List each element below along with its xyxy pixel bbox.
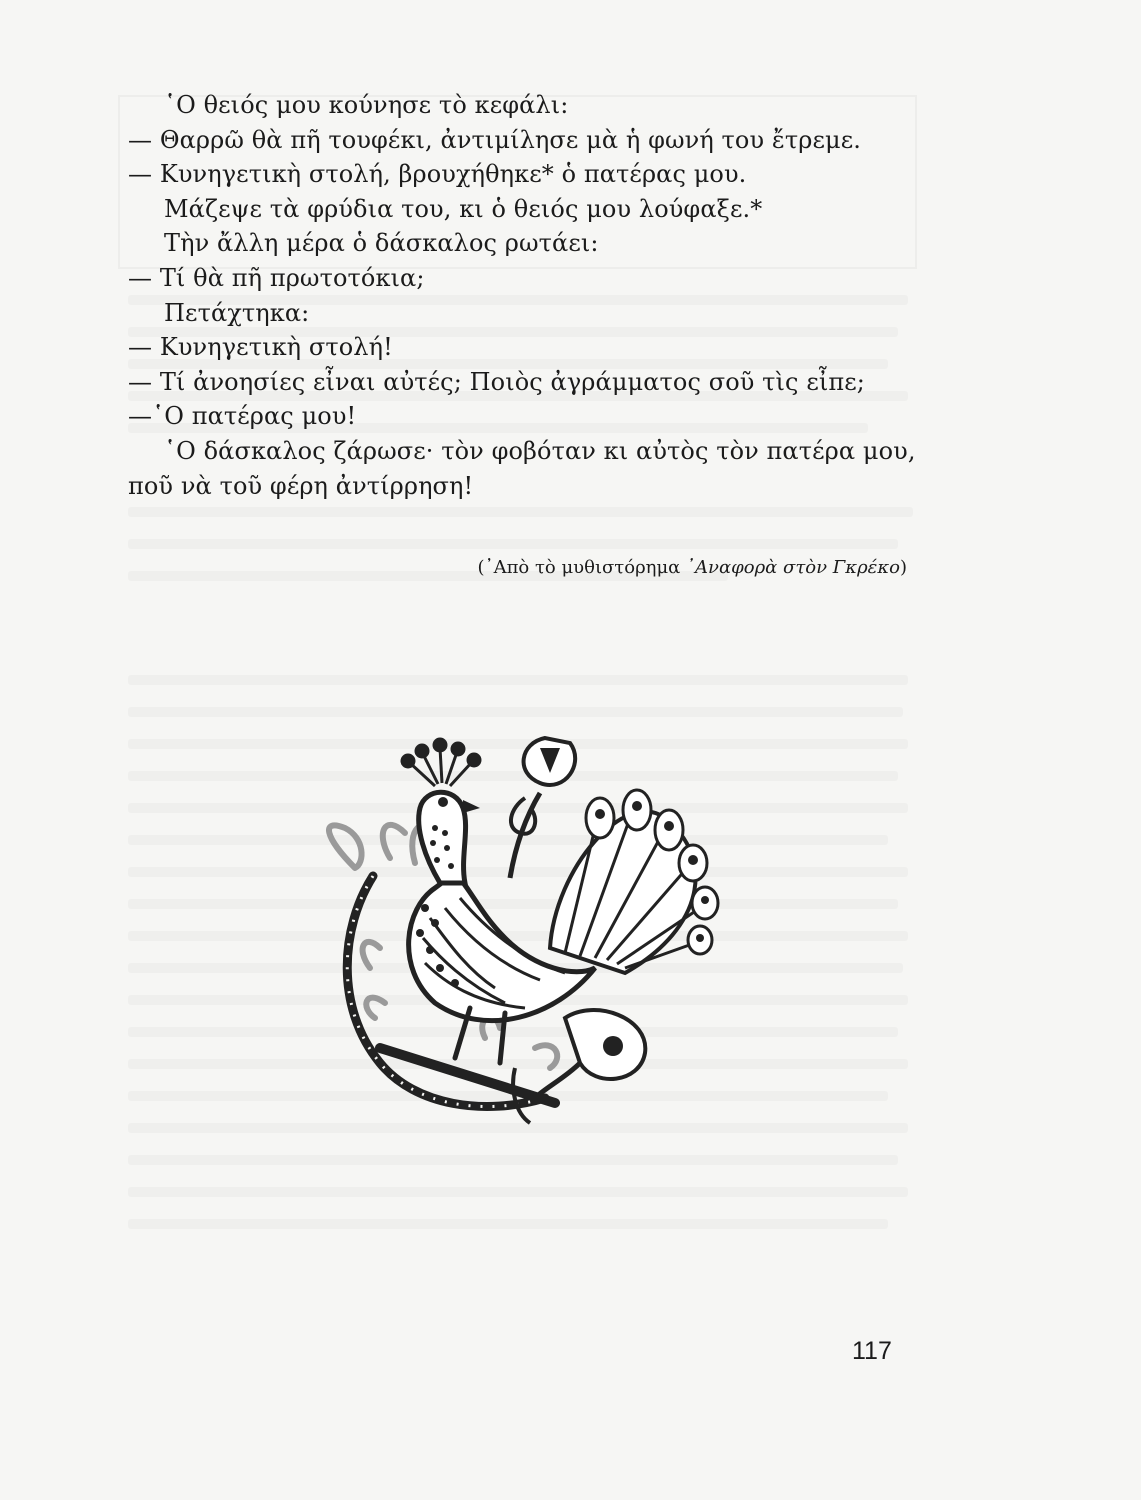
text-line: ποῦ νὰ τοῦ φέρη ἀντίρρηση! bbox=[128, 471, 474, 500]
tail-fan-icon bbox=[550, 790, 718, 973]
text-line: — Θαρρῶ θὰ πῆ τουφέκι, ἀντιμίλησε μὰ ἡ φωνή του ἔτρεμε. bbox=[128, 125, 861, 154]
lower-flower-icon bbox=[513, 1010, 645, 1123]
crest-icon bbox=[402, 739, 480, 786]
text-line: —῾Ο πατέρας μου! bbox=[128, 402, 357, 431]
text-line: — Τί ἀνοησίες εἶναι αὐτές; Ποιὸς ἀγράμματος σοῦ τὶς εἶπε; bbox=[128, 367, 865, 396]
peacock-illustration bbox=[295, 718, 725, 1138]
show-through-line bbox=[128, 707, 903, 717]
text-line: Μάζεψε τὰ φρύδια του, κι ὁ θειός μου λούφαξε.* bbox=[164, 194, 763, 223]
source-prefix: (᾽Απὸ τὸ μυθιστόρημα bbox=[477, 557, 687, 578]
source-suffix: ) bbox=[899, 557, 907, 578]
peacock-icon bbox=[295, 718, 725, 1138]
show-through-line bbox=[128, 539, 898, 549]
bird-beak-icon bbox=[463, 800, 480, 813]
text-line: — Τί θὰ πῆ πρωτοτόκια; bbox=[128, 263, 425, 292]
text-line: — Κυνηγετικὴ στολή! bbox=[128, 333, 393, 362]
show-through-line bbox=[128, 1155, 898, 1165]
text-line: Τὴν ἄλλη μέρα ὁ δάσκαλος ρωτάει: bbox=[164, 229, 599, 258]
text-line: ῾Ο δάσκαλος ζάρωσε· τὸν φοβόταν κι αὐτὸς τὸν πατέρα μου, bbox=[164, 436, 916, 465]
show-through-line bbox=[128, 675, 908, 685]
show-through-line bbox=[128, 1187, 908, 1197]
text-line: — Κυνηγετικὴ στολή, βρουχήθηκε* ὁ πατέρας μου. bbox=[128, 160, 747, 189]
show-through-line bbox=[128, 507, 913, 517]
flower-bud-icon bbox=[510, 738, 575, 878]
bird-eye-icon bbox=[438, 797, 448, 807]
text-line: ῾Ο θειός μου κούνησε τὸ κεφάλι: bbox=[164, 91, 569, 119]
branch-icon bbox=[380, 1048, 555, 1103]
source-citation bbox=[478, 557, 907, 578]
text-line: Πετάχτηκα: bbox=[164, 298, 310, 327]
page-number: 117 bbox=[852, 1337, 892, 1365]
show-through-line bbox=[128, 1219, 888, 1229]
source-title: ᾽Αναφορὰ στὸν Γκρέκο bbox=[686, 557, 900, 578]
poem-text bbox=[128, 88, 928, 503]
